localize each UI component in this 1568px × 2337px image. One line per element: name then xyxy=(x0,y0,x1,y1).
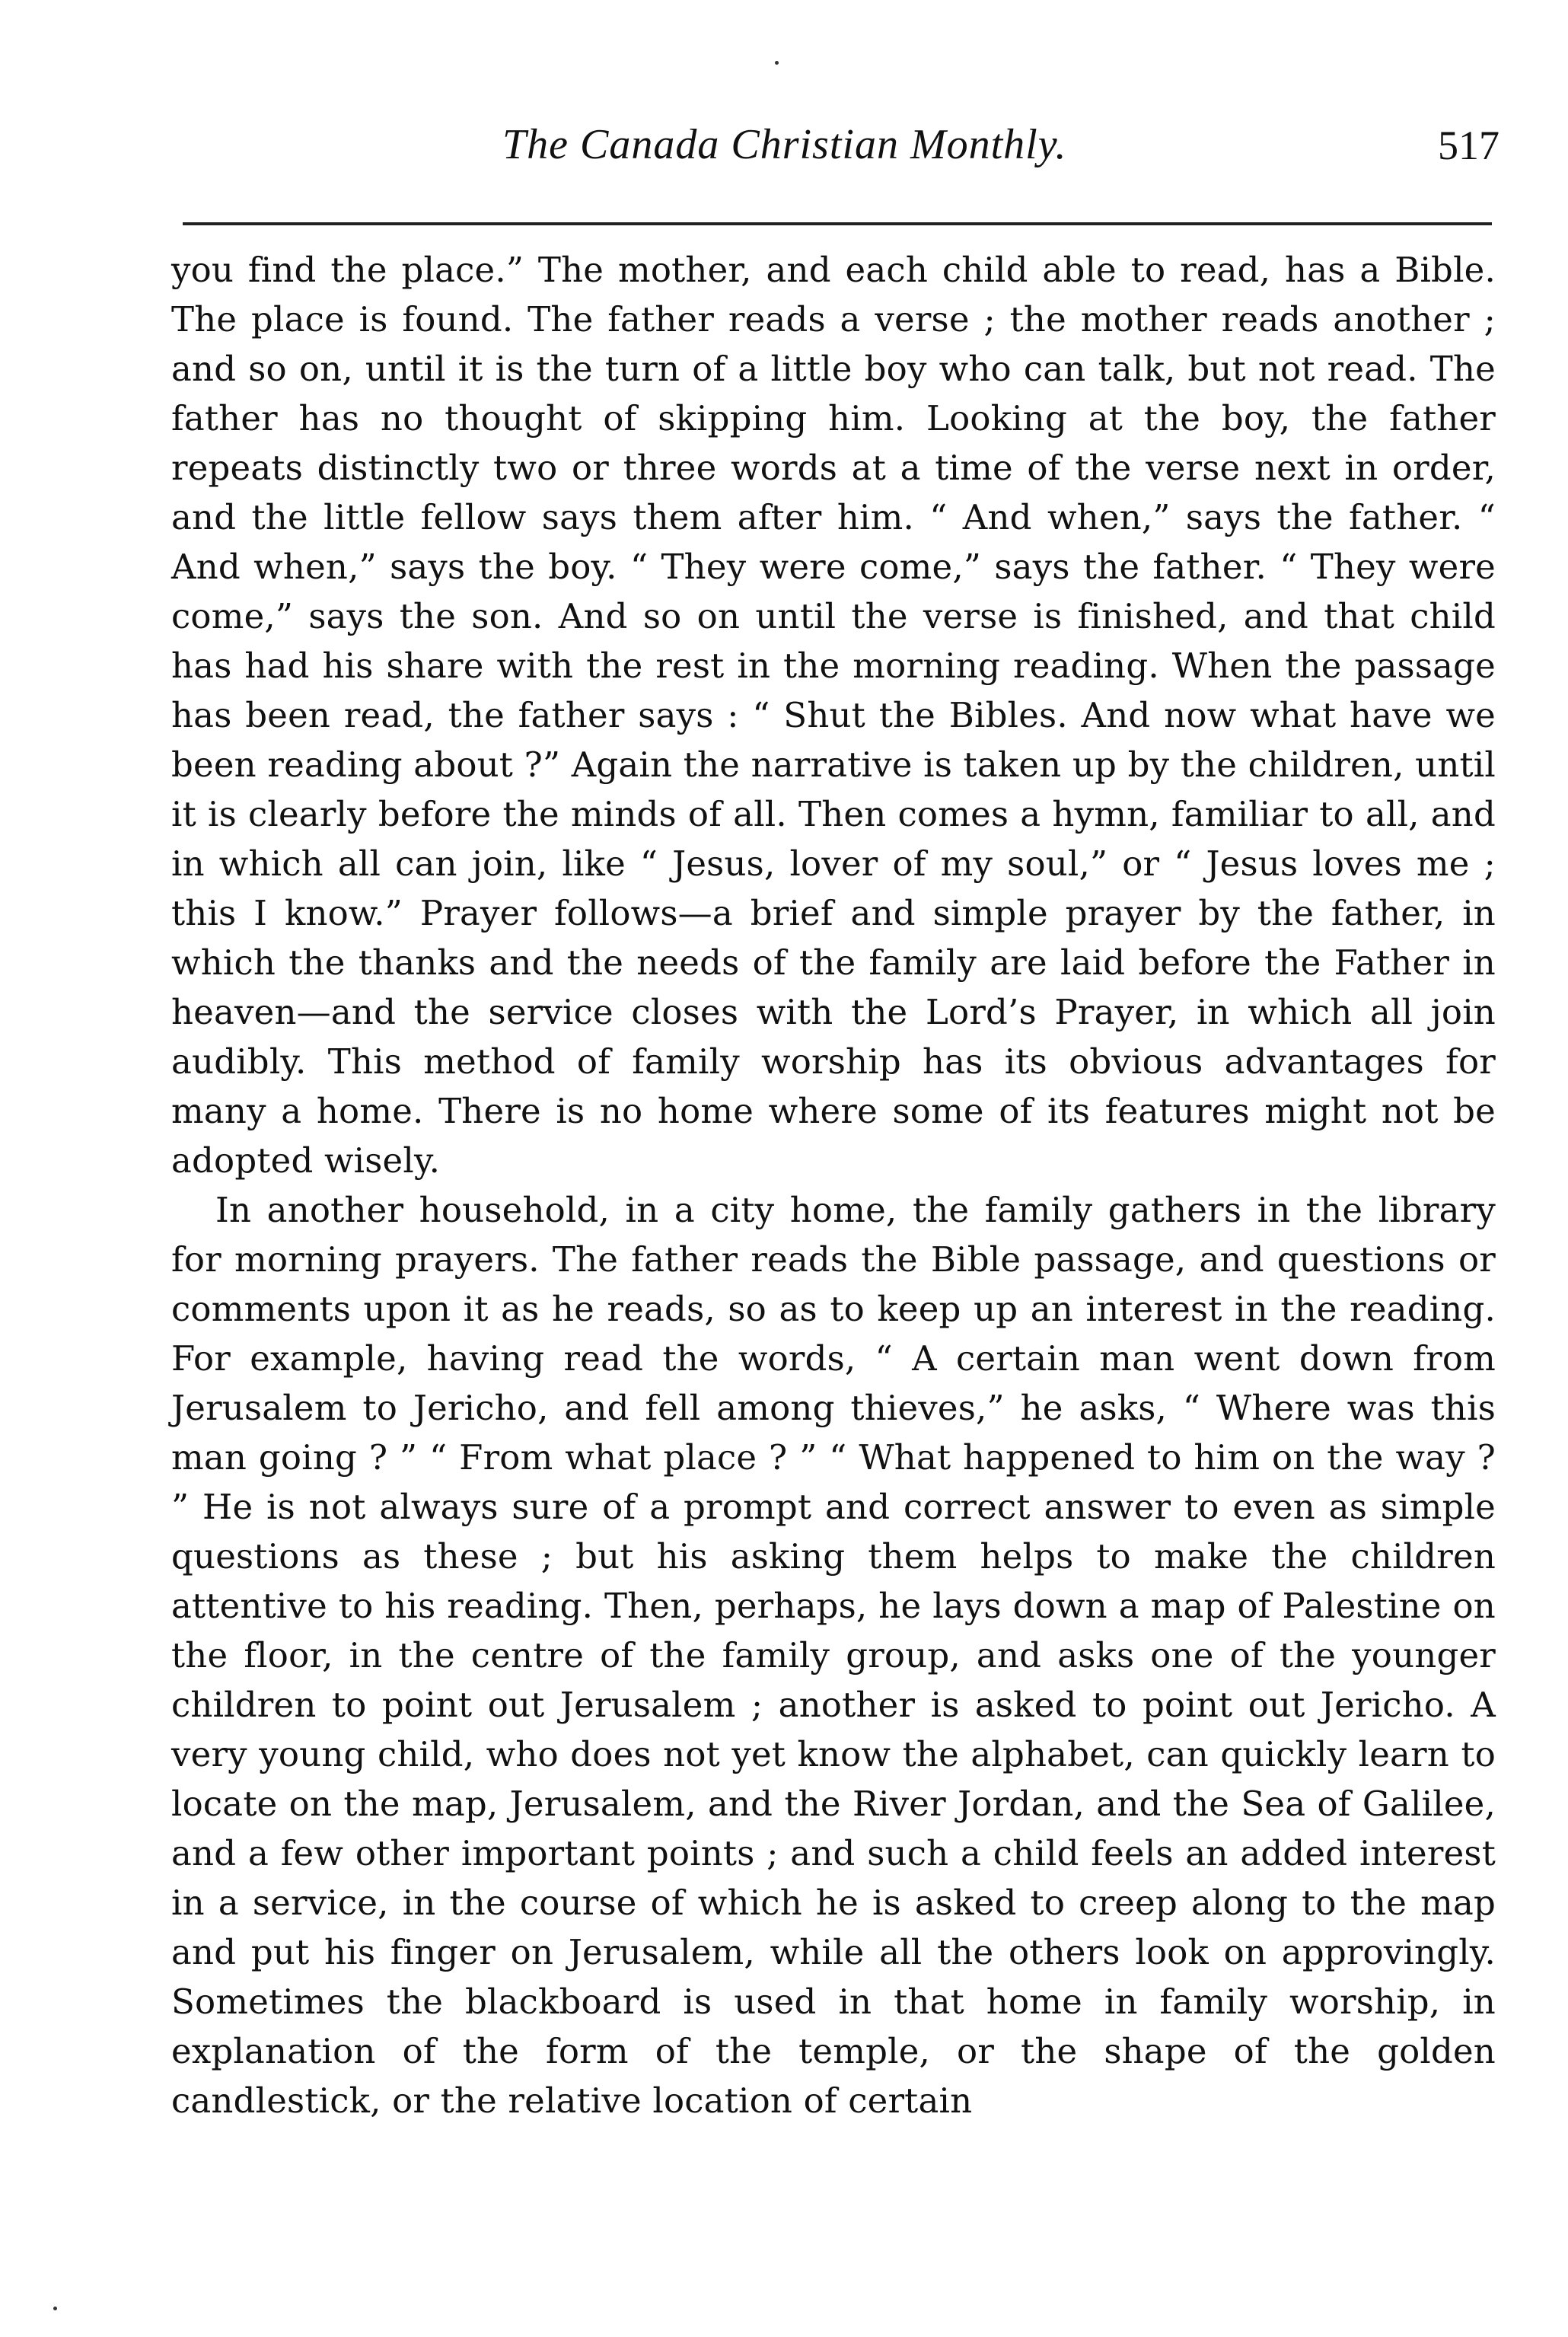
header-rule xyxy=(183,222,1492,225)
print-speck xyxy=(775,61,779,65)
print-speck xyxy=(53,2307,57,2310)
paragraph-continued: you find the place.” The mother, and each child able to read, has a Bible. The place is found. The father reads a verse ; the mother reads another ; and so on, until it is the turn of a little boy who can talk, but not read. The father has no thought of skipping him. Looking at the boy, the father repeats distinctly two or three words at a time of the verse next in order, and the little fellow says them after him. “ And when,” says the father. “ And when,” says the boy. “ They were come,” says the father. “ They were come,” says the son. And so on until the verse is finished, and that child has had his share with the rest in the morning reading. When the passage has been read, the father says : “ Shut the Bibles. And now what have we been reading about ?” Again the narrative is taken up by the children, until it is clearly before the minds of all. Then comes a hymn, familiar to all, and in which all can join, like “ Jesus, lover of my soul,” or “ Jesus loves me ; this I know.” Prayer follows—a brief and simple prayer by the father, in which the thanks and the needs of the family are laid before the Father in heaven—and the service closes with the Lord’s Prayer, in which all join audibly. This method of family worship has its obvious advantages for many a home. There is no home where some of its features might not be adopted wisely. xyxy=(171,250,1496,1181)
paragraph-city-household: In another household, in a city home, the family gathers in the library for morning prayers. The father reads the Bible passage, and questions or comments upon it as he reads, so as to keep up an interest in the reading. For example, having read the words, “ A certain man went down from Jerusalem to Jericho, and fell among thieves,” he asks, “ Where was this man going ? ” “ From what place ? ” “ What happened to him on the way ? ” He is not always sure of a prompt and correct answer to even as simple questions as these ; but his asking them helps to make the children attentive to his reading. Then, perhaps, he lays down a map of Palestine on the floor, in the centre of the family group, and asks one of the younger children to point out Jerusalem ; another is asked to point out Jericho. A very young child, who does not yet know the alphabet, can quickly learn to locate on the map, Jerusalem, and the River Jordan, and the Sea of Galilee, and a few other important points ; and such a child feels an added interest in a service, in the course of which he is asked to creep along to the map and put his finger on Jerusalem, while all the others look on approvingly. Sometimes the blackboard is used in that home in family worship, in explanation of the form of the temple, or the shape of the golden candlestick, or the relative location of certain xyxy=(171,1190,1496,2121)
page-header xyxy=(502,113,1499,196)
body-text xyxy=(171,245,1496,2125)
running-title: The Canada Christian Monthly. xyxy=(502,121,1067,168)
page-number: 517 xyxy=(1438,123,1499,168)
